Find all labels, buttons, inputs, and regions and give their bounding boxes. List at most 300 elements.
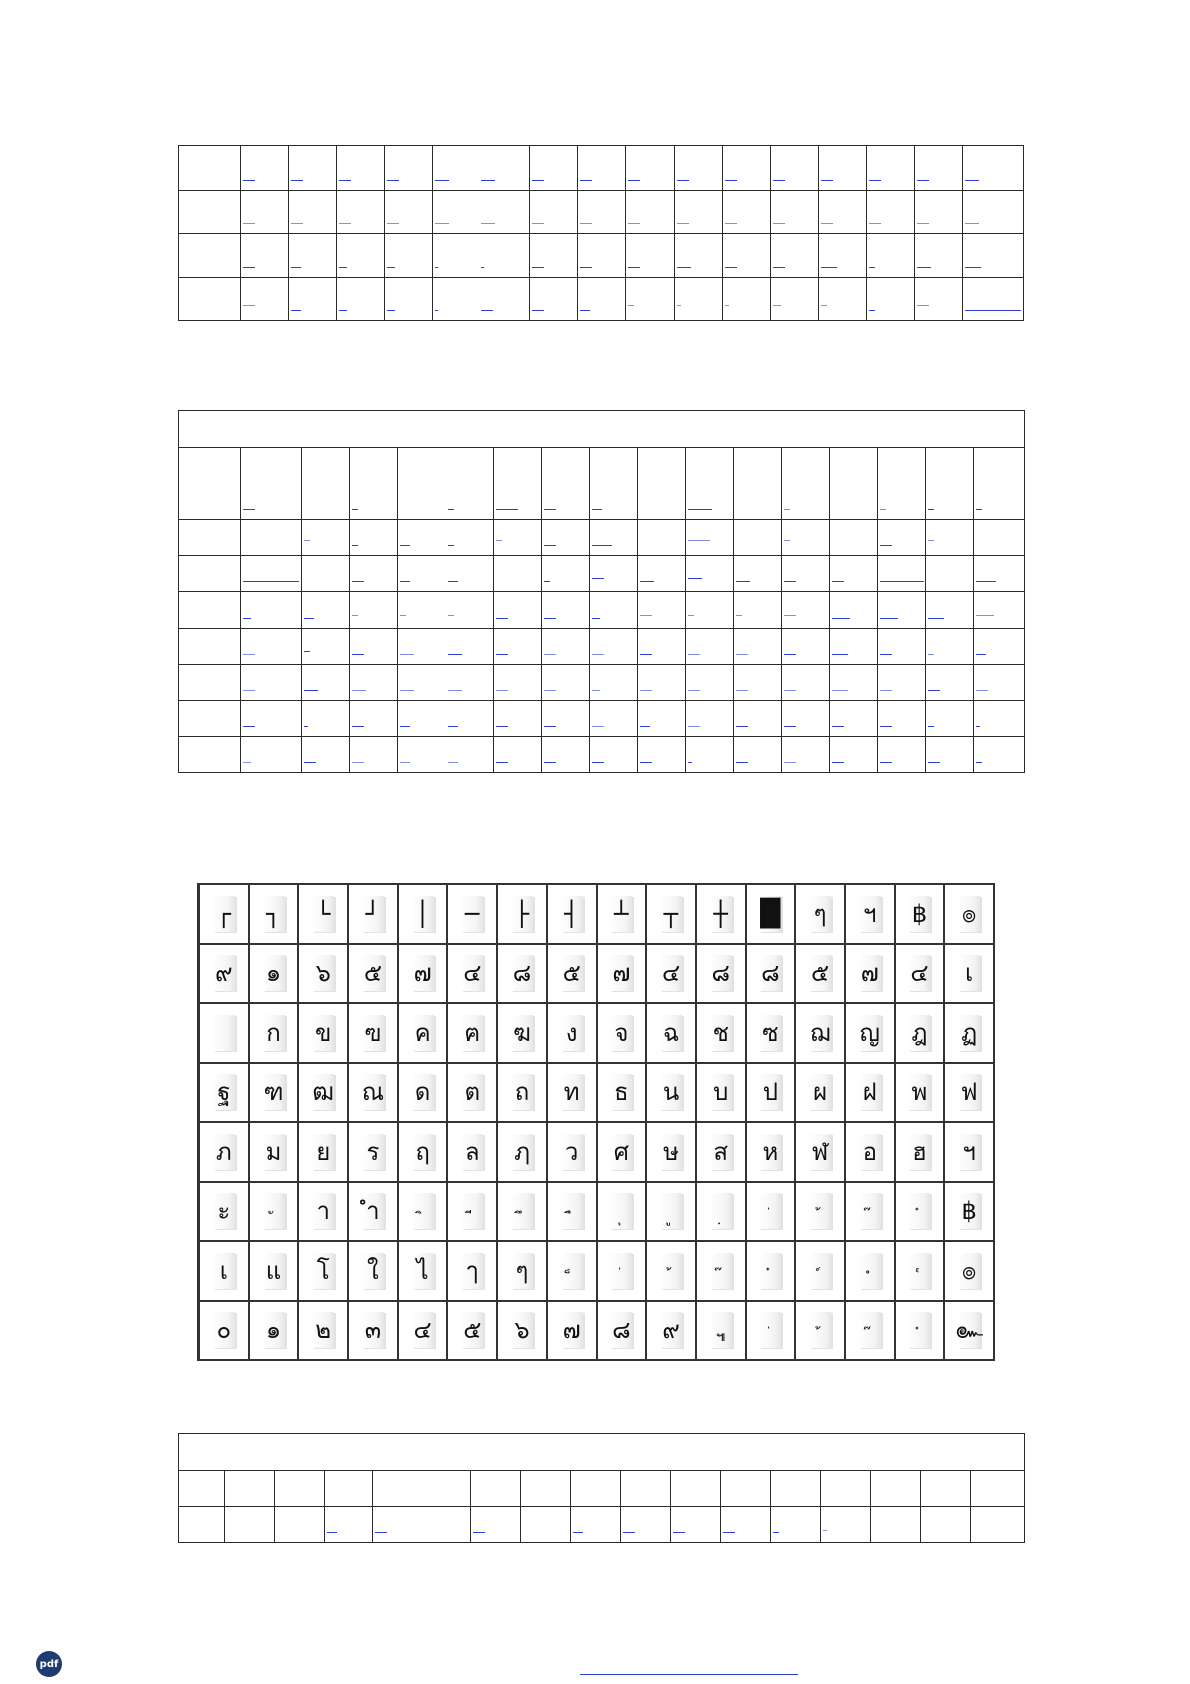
link-table-3 (178, 1433, 1025, 1543)
charmap-glyph (908, 1253, 930, 1289)
charmap-glyph (809, 1193, 831, 1229)
table-link[interactable] (974, 556, 1025, 592)
table-link[interactable] (241, 664, 302, 700)
table-link[interactable] (914, 146, 962, 191)
table-link[interactable] (542, 700, 590, 736)
charmap-cell (200, 1123, 250, 1181)
charmap-glyph: อ (859, 1134, 881, 1170)
table-link[interactable] (866, 191, 914, 234)
charmap-glyph: ๕ (809, 955, 831, 991)
table-link[interactable] (722, 191, 770, 234)
table-link[interactable] (771, 1507, 821, 1543)
charmap-glyph: ๙ (213, 955, 235, 991)
table-link[interactable] (494, 736, 542, 772)
charmap-cell (548, 1242, 598, 1300)
table-link[interactable] (241, 146, 289, 191)
table-link[interactable] (878, 664, 926, 700)
charmap-glyph (710, 1253, 732, 1289)
table-link[interactable] (494, 592, 542, 628)
table-link[interactable] (578, 278, 626, 321)
charmap-glyph: ┤ (561, 896, 583, 932)
table-link[interactable] (385, 146, 433, 191)
table-link[interactable] (302, 520, 350, 556)
table-link[interactable] (686, 664, 734, 700)
charmap-cell (846, 1302, 896, 1360)
table-link[interactable] (373, 1507, 471, 1543)
table-link[interactable] (590, 592, 638, 628)
table-link[interactable] (289, 234, 337, 278)
charmap-cell (647, 1004, 697, 1062)
charmap-cell (399, 1064, 449, 1122)
table-link[interactable] (350, 448, 398, 520)
table-link[interactable] (830, 736, 878, 772)
table-link[interactable] (782, 520, 830, 556)
table-link[interactable] (914, 191, 962, 234)
charmap-cell (945, 885, 995, 943)
table-link[interactable] (350, 592, 398, 628)
link-table-2 (178, 410, 1025, 773)
table-link[interactable] (302, 664, 350, 700)
table-cell (734, 448, 782, 520)
table-link[interactable] (241, 234, 289, 278)
charmap-cell (945, 1183, 995, 1241)
charmap-glyph: ฌ (809, 1015, 831, 1051)
table-link[interactable] (686, 556, 734, 592)
table-link[interactable] (241, 556, 302, 592)
charmap-glyph: ๛ (958, 1312, 980, 1348)
table-link[interactable] (590, 700, 638, 736)
charmap-cell (250, 1123, 300, 1181)
charmap-cell (448, 1004, 498, 1062)
table-link[interactable] (926, 700, 974, 736)
table-link[interactable] (674, 278, 722, 321)
table-link[interactable] (782, 556, 830, 592)
table-link[interactable] (350, 664, 398, 700)
charmap-glyph: บ (710, 1074, 732, 1110)
table-link[interactable] (878, 556, 926, 592)
table-link[interactable] (530, 278, 578, 321)
charmap-cell (598, 1242, 648, 1300)
table-link[interactable] (734, 592, 782, 628)
charmap-glyph: ธ (610, 1074, 632, 1110)
table-link[interactable] (241, 448, 302, 520)
charmap-glyph: ช (710, 1015, 732, 1051)
table-link[interactable] (494, 628, 542, 664)
charmap-cell (598, 1064, 648, 1122)
table-link[interactable] (337, 191, 385, 234)
table-link[interactable] (398, 700, 494, 736)
table-row (179, 191, 1024, 234)
table-link[interactable] (878, 700, 926, 736)
table-link[interactable] (974, 592, 1025, 628)
table-link[interactable] (686, 628, 734, 664)
charmap-glyph: ๘ (511, 955, 533, 991)
charmap-glyph: ศ (610, 1134, 632, 1170)
charmap-glyph: ๕ (362, 955, 384, 991)
table-link[interactable] (590, 520, 638, 556)
table-link[interactable] (350, 628, 398, 664)
charmap-glyph: ฐ (213, 1074, 235, 1110)
charmap-cell (896, 1004, 946, 1062)
table-cell (871, 1507, 921, 1543)
table-link[interactable] (974, 448, 1025, 520)
table-link[interactable] (542, 628, 590, 664)
table-cell (721, 1471, 771, 1507)
table-cell (971, 1471, 1025, 1507)
charmap-glyph (710, 1193, 732, 1229)
table-link[interactable] (974, 736, 1025, 772)
charmap-glyph: พ (908, 1074, 930, 1110)
charmap-cell (697, 945, 747, 1003)
table-link[interactable] (734, 700, 782, 736)
table-link[interactable] (686, 736, 734, 772)
table-link[interactable] (686, 448, 734, 520)
table-link[interactable] (385, 278, 433, 321)
table-link[interactable] (398, 448, 494, 520)
table-link[interactable] (734, 556, 782, 592)
table-link[interactable] (433, 278, 530, 321)
table-link[interactable] (241, 700, 302, 736)
charmap-glyph: ฿ (908, 896, 930, 932)
table-link[interactable] (782, 700, 830, 736)
table-link[interactable] (578, 146, 626, 191)
table-link[interactable] (734, 628, 782, 664)
charmap-cell (200, 1242, 250, 1300)
table-link[interactable] (638, 700, 686, 736)
table-link[interactable] (626, 191, 674, 234)
table-link[interactable] (830, 592, 878, 628)
table-link[interactable] (241, 628, 302, 664)
charmap-cell (747, 945, 797, 1003)
table-link[interactable] (782, 736, 830, 772)
table-link[interactable] (878, 736, 926, 772)
charmap-cell (250, 945, 300, 1003)
table-link[interactable] (626, 234, 674, 278)
table-link[interactable] (674, 191, 722, 234)
charmap-cell (349, 1123, 399, 1181)
charmap-glyph: ๘ (710, 955, 732, 991)
charmap-glyph: ๓ (362, 1312, 384, 1348)
table-link[interactable] (398, 520, 494, 556)
table-link[interactable] (866, 234, 914, 278)
table-link[interactable] (289, 278, 337, 321)
table-link[interactable] (578, 191, 626, 234)
table-link[interactable] (433, 146, 530, 191)
charmap-cell (598, 1183, 648, 1241)
table-link[interactable] (350, 556, 398, 592)
table-link[interactable] (433, 234, 530, 278)
table-cell (302, 556, 350, 592)
charmap-cell (548, 1064, 598, 1122)
table-link[interactable] (350, 736, 398, 772)
charmap-glyph: ฯ (958, 1134, 980, 1170)
table-link[interactable] (878, 592, 926, 628)
charmap-cell (498, 1064, 548, 1122)
table-link[interactable] (782, 448, 830, 520)
table-link[interactable] (926, 592, 974, 628)
charmap-row (200, 945, 995, 1005)
charmap-glyph: น (660, 1074, 682, 1110)
table-link[interactable] (962, 278, 1023, 321)
table-link[interactable] (770, 146, 818, 191)
table-link[interactable] (398, 592, 494, 628)
table-link[interactable] (590, 448, 638, 520)
table-link[interactable] (542, 520, 590, 556)
table-link[interactable] (722, 278, 770, 321)
charmap-cell (796, 1064, 846, 1122)
charmap-cell (498, 1123, 548, 1181)
table-link[interactable] (878, 628, 926, 664)
charmap-glyph: ผ (809, 1074, 831, 1110)
table-link[interactable] (530, 234, 578, 278)
table-link[interactable] (626, 146, 674, 191)
charmap-glyph (660, 1193, 682, 1229)
charmap-cell (548, 1302, 598, 1360)
charmap-glyph: ข (312, 1015, 334, 1051)
charmap-row (200, 1064, 995, 1124)
charmap-cell (598, 1004, 648, 1062)
table-link[interactable] (671, 1507, 721, 1543)
table-link[interactable] (337, 234, 385, 278)
table-link[interactable] (302, 700, 350, 736)
table-link[interactable] (494, 700, 542, 736)
table-link[interactable] (914, 278, 962, 321)
table-link[interactable] (542, 736, 590, 772)
table-link[interactable] (494, 664, 542, 700)
table-link[interactable] (398, 628, 494, 664)
table-link[interactable] (962, 191, 1023, 234)
table-link[interactable] (350, 700, 398, 736)
table-row (179, 664, 1025, 700)
table-link[interactable] (530, 146, 578, 191)
table-link[interactable] (494, 520, 542, 556)
table-link[interactable] (782, 628, 830, 664)
table-link[interactable] (926, 520, 974, 556)
table-cell (871, 1471, 921, 1507)
charmap-glyph: ด (412, 1074, 434, 1110)
table-link[interactable] (398, 664, 494, 700)
charmap-glyph: จ (610, 1015, 632, 1051)
table-link[interactable] (962, 146, 1023, 191)
charmap-glyph (412, 1193, 434, 1229)
charmap-cell (747, 1183, 797, 1241)
table-link[interactable] (241, 278, 289, 321)
charmap-glyph: ๔ (660, 955, 682, 991)
table-link[interactable] (471, 1507, 521, 1543)
table-link[interactable] (734, 664, 782, 700)
charmap-glyph: โ (312, 1253, 334, 1289)
table-link[interactable] (337, 278, 385, 321)
table-link[interactable] (638, 664, 686, 700)
table-link[interactable] (626, 278, 674, 321)
table-link[interactable] (734, 736, 782, 772)
table-cell (179, 628, 241, 664)
table-cell (638, 520, 686, 556)
charmap-cell (299, 1123, 349, 1181)
table-link[interactable] (974, 700, 1025, 736)
table-link[interactable] (914, 234, 962, 278)
table-cell (275, 1471, 325, 1507)
charmap-cell (896, 1123, 946, 1181)
charmap-glyph: ห (759, 1134, 781, 1170)
table-link[interactable] (722, 234, 770, 278)
charmap-cell (647, 1183, 697, 1241)
table-link[interactable] (385, 234, 433, 278)
table-link[interactable] (542, 664, 590, 700)
table-link[interactable] (590, 736, 638, 772)
table-link[interactable] (638, 736, 686, 772)
table-link[interactable] (241, 736, 302, 772)
charmap-cell (747, 1064, 797, 1122)
charmap-glyph: ะ (213, 1193, 235, 1229)
table-link[interactable] (830, 556, 878, 592)
table-link[interactable] (974, 628, 1025, 664)
charmap-glyph: ๒ (312, 1312, 334, 1348)
table-link[interactable] (433, 191, 530, 234)
charmap-glyph: ๕ (461, 1312, 483, 1348)
table-link[interactable] (926, 628, 974, 664)
charmap-glyph: ฉ (660, 1015, 682, 1051)
charmap-cell (945, 1004, 995, 1062)
table-link[interactable] (926, 448, 974, 520)
charmap-cell (945, 1242, 995, 1300)
table-link[interactable] (782, 664, 830, 700)
table-link[interactable] (542, 556, 590, 592)
table-link[interactable] (818, 146, 866, 191)
table-cell (830, 448, 878, 520)
charmap-glyph: ต (461, 1074, 483, 1110)
table-link[interactable] (830, 628, 878, 664)
table-link[interactable] (398, 556, 494, 592)
table-link[interactable] (621, 1507, 671, 1543)
charmap-cell (548, 885, 598, 943)
table-link[interactable] (866, 146, 914, 191)
table-link[interactable] (830, 664, 878, 700)
charmap-cell (945, 1064, 995, 1122)
table-link[interactable] (590, 664, 638, 700)
charmap-glyph: ┼ (710, 896, 732, 932)
table-cell (179, 664, 241, 700)
charmap-glyph: ๗ (859, 955, 881, 991)
table-link[interactable] (782, 592, 830, 628)
table-link[interactable] (590, 628, 638, 664)
table-link[interactable] (926, 736, 974, 772)
charmap-row (200, 885, 995, 945)
charmap-glyph: █ (759, 896, 781, 932)
charmap-glyph: ญ (859, 1015, 881, 1051)
charmap-cell (697, 1302, 747, 1360)
table-link[interactable] (686, 520, 734, 556)
table-cell (671, 1471, 721, 1507)
table-link[interactable] (878, 448, 926, 520)
table-link[interactable] (302, 628, 350, 664)
table-link[interactable] (770, 278, 818, 321)
charmap-glyph: ฤ (412, 1134, 434, 1170)
table-link[interactable] (818, 278, 866, 321)
charmap-glyph (759, 1253, 781, 1289)
table-link[interactable] (494, 448, 542, 520)
charmap-glyph: ๚ (710, 1312, 732, 1348)
charmap-cell (200, 1004, 250, 1062)
table-link[interactable] (530, 191, 578, 234)
charmap-glyph: ๆ (511, 1253, 533, 1289)
table-link[interactable] (926, 664, 974, 700)
charmap-glyph: ๖ (511, 1312, 533, 1348)
table-link[interactable] (571, 1507, 621, 1543)
charmap-cell (200, 945, 250, 1003)
table-cell (971, 1507, 1025, 1543)
table-link[interactable] (385, 191, 433, 234)
table-link[interactable] (686, 592, 734, 628)
charmap-glyph: ┐ (263, 896, 285, 932)
table-link[interactable] (770, 191, 818, 234)
table-link[interactable] (289, 146, 337, 191)
table-link[interactable] (590, 556, 638, 592)
charmap-cell (299, 1183, 349, 1241)
charmap-cell (250, 885, 300, 943)
table-cell (621, 1471, 671, 1507)
charmap-glyph: ๙ (660, 1312, 682, 1348)
table-link[interactable] (638, 556, 686, 592)
table-link[interactable] (818, 234, 866, 278)
table-link[interactable] (325, 1507, 373, 1543)
table-cell (179, 278, 241, 321)
charmap-glyph: ใ (362, 1253, 384, 1289)
table-link[interactable] (721, 1507, 771, 1543)
table-link[interactable] (830, 700, 878, 736)
charmap-cell (647, 1123, 697, 1181)
table-link[interactable] (578, 234, 626, 278)
footer-link[interactable] (580, 1674, 798, 1675)
table-link[interactable] (337, 146, 385, 191)
table-link[interactable] (674, 234, 722, 278)
table-link[interactable] (974, 664, 1025, 700)
table-link[interactable] (962, 234, 1023, 278)
table-link[interactable] (542, 448, 590, 520)
table-link[interactable] (241, 191, 289, 234)
table-link[interactable] (638, 628, 686, 664)
charmap-cell (796, 885, 846, 943)
charmap-cell (896, 945, 946, 1003)
charmap-glyph: ┬ (660, 896, 682, 932)
table-link[interactable] (878, 520, 926, 556)
table-link[interactable] (770, 234, 818, 278)
charmap-cell (448, 885, 498, 943)
table-link[interactable] (818, 191, 866, 234)
table-link[interactable] (866, 278, 914, 321)
table-link[interactable] (674, 146, 722, 191)
table-cell (225, 1507, 275, 1543)
table-link[interactable] (686, 700, 734, 736)
table-link[interactable] (638, 592, 686, 628)
table-link[interactable] (289, 191, 337, 234)
charmap-glyph: ๑ (263, 955, 285, 991)
charmap-cell (697, 1004, 747, 1062)
table-link[interactable] (302, 736, 350, 772)
charmap-cell (548, 1004, 598, 1062)
table-link[interactable] (821, 1507, 871, 1543)
charmap-glyph: ๅ (461, 1253, 483, 1289)
table-link[interactable] (722, 146, 770, 191)
table-link[interactable] (542, 592, 590, 628)
table-link[interactable] (302, 592, 350, 628)
charmap-cell (399, 1183, 449, 1241)
table-link[interactable] (241, 592, 302, 628)
charmap-glyph: ฝ (859, 1074, 881, 1110)
table-link[interactable] (350, 520, 398, 556)
table-link[interactable] (398, 736, 494, 772)
charmap-glyph: แ (263, 1253, 285, 1289)
